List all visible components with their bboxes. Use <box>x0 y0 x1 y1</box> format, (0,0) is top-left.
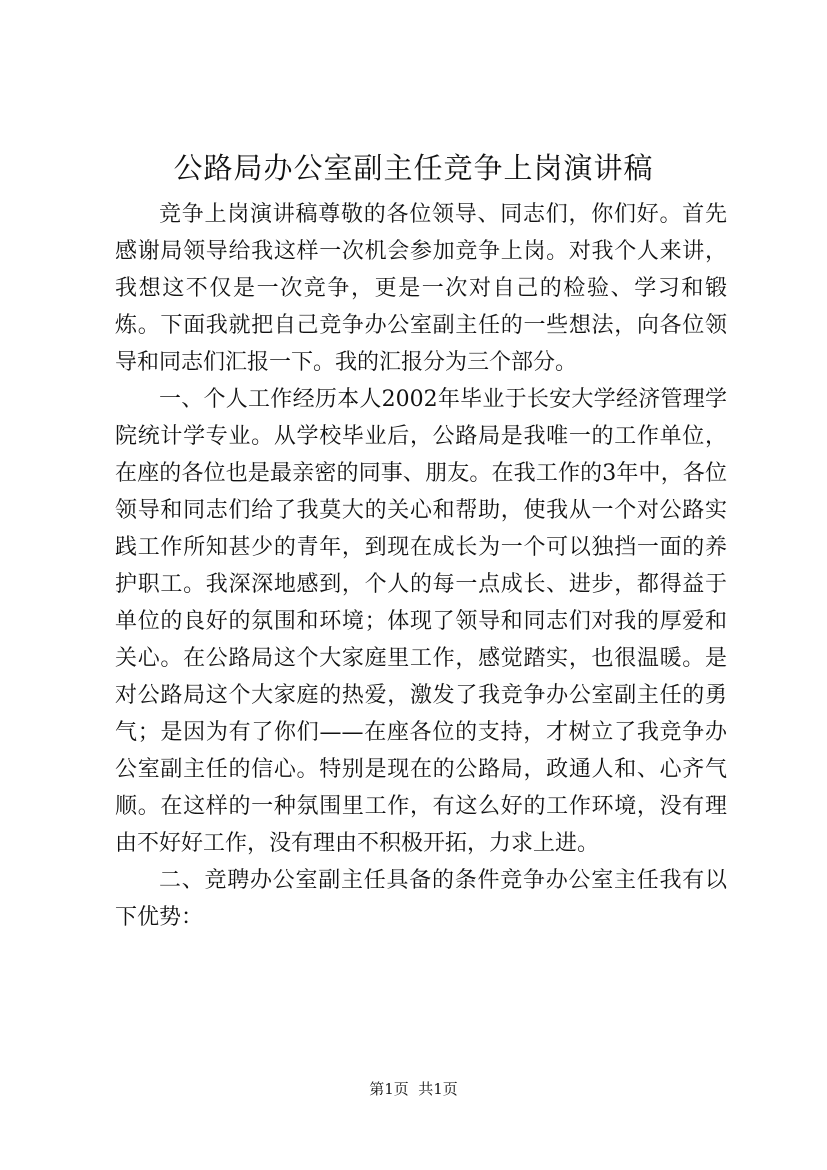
document-body <box>115 196 727 936</box>
page-footer: 第1页 共1页 <box>369 1080 458 1098</box>
paragraph-intro: 竞争上岗演讲稿尊敬的各位领导、同志们，你们好。首先感谢局领导给我这样一次机会参加竞争上岗。对我个人来讲，我想这不仅是一次竞争，更是一次对自己的检验、学习和锻炼。下面我就把自己竞争办公室副主任的一些想法，向各位领导和同志们汇报一下。我的汇报分为三个部分。 <box>115 202 727 375</box>
document-title: 公路局办公室副主任竞争上岗演讲稿 <box>173 151 654 185</box>
paragraph-work-experience: 一、个人工作经历本人2002年毕业于长安大学经济管理学院统计学专业。从学校毕业后，公路局是我唯一的工作单位，在座的各位也是最亲密的同事、朋友。在我工作的3年中，各位领导和同志们给了我莫大的关心和帮助，使我从一个对公路实践工作所知甚少的青年，到现在成长为一个可以独挡一面的养护职工。我深深地感到，个人的每一点成长、进步，都得益于单位的良好的氛围和环境；体现了领导和同志们对我的厚爱和关心。在公路局这个大家庭里工作，感觉踏实，也很温暖。是对公路局这个大家庭的热爱，激发了我竞争办公室副主任的勇气；是因为有了你们——在座各位的支持，才树立了我竞争办公室副主任的信心。特别是现在的公路局，政通人和、心齐气顺。在这样的一种氛围里工作，有这么好的工作环境，没有理由不好好工作，没有理由不积极开拓，力求上进。 <box>115 387 727 856</box>
paragraph-qualifications: 二、竞聘办公室副主任具备的条件竞争办公室主任我有以下优势： <box>115 868 727 930</box>
